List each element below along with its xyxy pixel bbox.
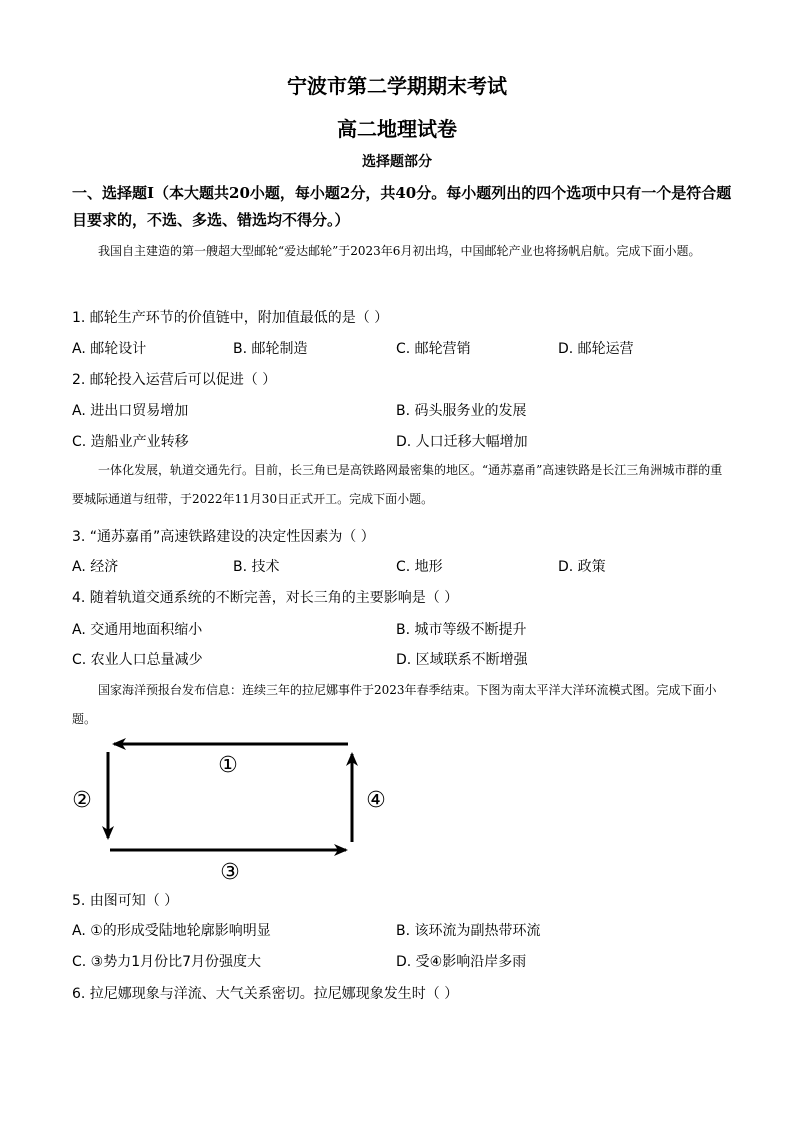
exam-title: 宁波市第二学期期末考试 xyxy=(287,74,507,98)
passage-2: 一体化发展，轨道交通先行。目前，长三角已是高铁路网最密集的地区。“通苏嘉甬”高速铁路是长江三角洲城市群的重要城际通道与纽带，于2022年11月30日正式开工。完成下面小题。 xyxy=(72,463,723,506)
question-4: 4. 随着轨道交通系统的不断完善，对长三角的主要影响是（ ） xyxy=(72,590,459,606)
q5-option-a[interactable]: A. ①的形成受陆地轮廓影响明显 xyxy=(72,923,271,939)
exam-subtitle: 高二地理试卷 xyxy=(337,117,457,141)
q1-option-b[interactable]: B. 邮轮制造 xyxy=(233,341,308,357)
section-instructions: 一、选择题Ⅰ（本大题共20小题，每小题2分，共40分。每小题列出的四个选项中只有一个是符合题目要求的，不选、多选、错选均不得分。） xyxy=(72,184,732,229)
passage-1: 我国自主建造的第一艘超大型邮轮“爱达邮轮”于2023年6月初出坞，中国邮轮产业也将扬帆启航。完成下面小题。 xyxy=(98,244,701,258)
part-heading: 选择题部分 xyxy=(362,154,432,170)
q3-option-a[interactable]: A. 经济 xyxy=(72,559,119,575)
q3-option-b[interactable]: B. 技术 xyxy=(233,559,280,575)
label-4: ④ xyxy=(366,788,386,813)
question-1: 1. 邮轮生产环节的价值链中，附加值最低的是（ ） xyxy=(72,310,389,326)
q5-option-c[interactable]: C. ③势力1月份比7月份强度大 xyxy=(72,954,262,970)
q1-option-a[interactable]: A. 邮轮设计 xyxy=(72,341,147,357)
question-5: 5. 由图可知（ ） xyxy=(72,893,179,909)
q4-option-c[interactable]: C. 农业人口总量减少 xyxy=(72,652,203,668)
question-6: 6. 拉尼娜现象与洋流、大气关系密切。拉尼娜现象发生时（ ） xyxy=(72,986,459,1002)
q1-option-d[interactable]: D. 邮轮运营 xyxy=(558,341,634,357)
q2-option-c[interactable]: C. 造船业产业转移 xyxy=(72,434,189,450)
q2-option-d[interactable]: D. 人口迁移大幅增加 xyxy=(396,434,528,450)
q5-option-d[interactable]: D. 受④影响沿岸多雨 xyxy=(396,954,527,970)
label-3: ③ xyxy=(220,860,240,885)
question-2: 2. 邮轮投入运营后可以促进（ ） xyxy=(72,372,277,388)
ocean-circulation-diagram xyxy=(60,728,400,886)
q4-option-b[interactable]: B. 城市等级不断提升 xyxy=(396,622,527,638)
q4-option-d[interactable]: D. 区域联系不断增强 xyxy=(396,652,528,668)
q2-option-b[interactable]: B. 码头服务业的发展 xyxy=(396,403,527,419)
q4-option-a[interactable]: A. 交通用地面积缩小 xyxy=(72,622,203,638)
q2-option-a[interactable]: A. 进出口贸易增加 xyxy=(72,403,189,419)
passage-3: 国家海洋预报台发布信息：连续三年的拉尼娜事件于2023年春季结束。下图为南太平洋大洋环流模式图。完成下面小题。 xyxy=(72,683,717,726)
q1-option-c[interactable]: C. 邮轮营销 xyxy=(396,341,471,357)
label-1: ① xyxy=(218,753,238,778)
q3-option-c[interactable]: C. 地形 xyxy=(396,559,443,575)
label-2: ② xyxy=(72,788,92,813)
q5-option-b[interactable]: B. 该环流为副热带环流 xyxy=(396,923,541,939)
question-3: 3. “通苏嘉甬”高速铁路建设的决定性因素为（ ） xyxy=(72,529,375,545)
q3-option-d[interactable]: D. 政策 xyxy=(558,559,606,575)
